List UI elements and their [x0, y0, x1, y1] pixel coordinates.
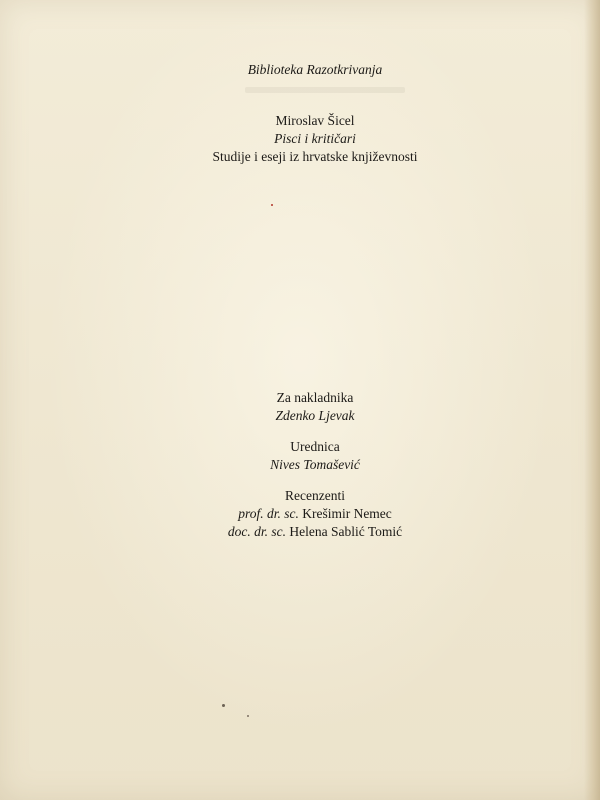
- editor-label: Urednica: [290, 439, 340, 454]
- reviewers-block: [0, 487, 600, 541]
- paper-speck: [222, 704, 225, 707]
- publisher-label: Za nakladnika: [276, 390, 354, 405]
- publisher-name: Zdenko Ljevak: [275, 408, 355, 423]
- reviewer-academic-title: doc. dr. sc.: [227, 524, 286, 539]
- reviewer-line: [0, 505, 600, 523]
- publisher-block: [0, 389, 600, 425]
- editor-name: Nives Tomašević: [270, 457, 360, 472]
- series-block: [0, 61, 600, 79]
- reviewer-academic-title: prof. dr. sc.: [238, 506, 299, 521]
- reviewer-line: [0, 523, 600, 541]
- series-title: Biblioteka Razotkrivanja: [247, 62, 383, 77]
- reviewer-name: Krešimir Nemec: [302, 506, 392, 521]
- reviewers-label: Recenzenti: [285, 488, 345, 503]
- reviewer-name: Helena Sablić Tomić: [289, 524, 403, 539]
- faded-print-mark: [245, 87, 405, 93]
- paper-speck: [271, 204, 273, 206]
- author-name: Miroslav Šicel: [275, 113, 355, 128]
- paper-speck: [247, 715, 249, 717]
- author-title-block: [0, 112, 600, 166]
- book-title: Pisci i kritičari: [274, 131, 356, 146]
- editor-block: [0, 438, 600, 474]
- book-subtitle: Studije i eseji iz hrvatske književnosti: [212, 149, 418, 164]
